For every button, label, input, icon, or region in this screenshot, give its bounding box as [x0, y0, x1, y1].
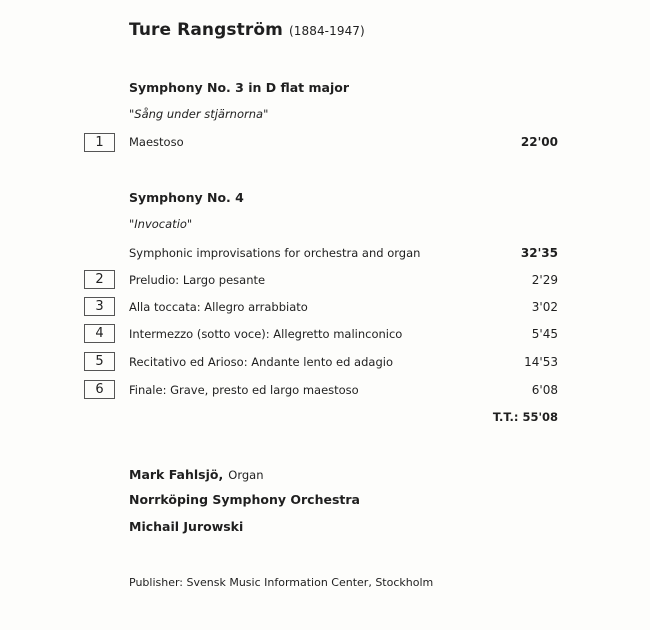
track-time-2: 2'29 [531, 273, 558, 287]
track-time-4: 5'45 [531, 327, 558, 341]
track-title-3: Alla toccata: Allegro arrabbiato [129, 300, 308, 314]
orchestra-name: Norrköping Symphony Orchestra [129, 492, 360, 507]
track-number-1: 1 [84, 133, 115, 152]
total-time-value: 55'08 [522, 410, 558, 424]
composer-name: Ture Rangström [129, 20, 283, 40]
symphony4-description: Symphonic improvisations for orchestra and organ [129, 246, 421, 260]
track-number-2: 2 [84, 270, 115, 289]
symphony4-total-time: 32'35 [520, 246, 558, 260]
symphony3-subtitle: "Sång under stjärnorna" [129, 107, 269, 121]
conductor-name: Michail Jurowski [129, 519, 244, 534]
track-title-5: Recitativo ed Arioso: Andante lento ed adagio [129, 355, 393, 369]
track-title-6: Finale: Grave, presto ed largo maestoso [129, 383, 359, 397]
composer-years: (1884-1947) [288, 24, 365, 38]
composer-heading [129, 20, 365, 40]
soloist-name: Mark Fahlsjö, [129, 467, 224, 482]
track-number-6: 6 [84, 380, 115, 399]
track-number-5: 5 [84, 352, 115, 371]
soloist-line [129, 464, 264, 483]
track-time-3: 3'02 [531, 300, 558, 314]
track-number-3: 3 [84, 297, 115, 316]
soloist-role: Organ [228, 468, 264, 482]
total-time-label: T.T.: [492, 410, 519, 424]
track-time-5: 14'53 [524, 355, 558, 369]
total-time [493, 410, 558, 424]
publisher-credit: Publisher: Svensk Music Information Center, Stockholm [129, 576, 434, 589]
symphony3-title: Symphony No. 3 in D flat major [129, 80, 349, 95]
track-time-6: 6'08 [531, 383, 558, 397]
track-time-1: 22'00 [520, 135, 558, 149]
symphony4-subtitle: "Invocatio" [129, 217, 193, 231]
track-number-4: 4 [84, 324, 115, 343]
track-title-2: Preludio: Largo pesante [129, 273, 266, 287]
track-title-1: Maestoso [129, 135, 184, 149]
track-title-4: Intermezzo (sotto voce): Allegretto malinconico [129, 327, 403, 341]
symphony4-title: Symphony No. 4 [129, 190, 244, 205]
